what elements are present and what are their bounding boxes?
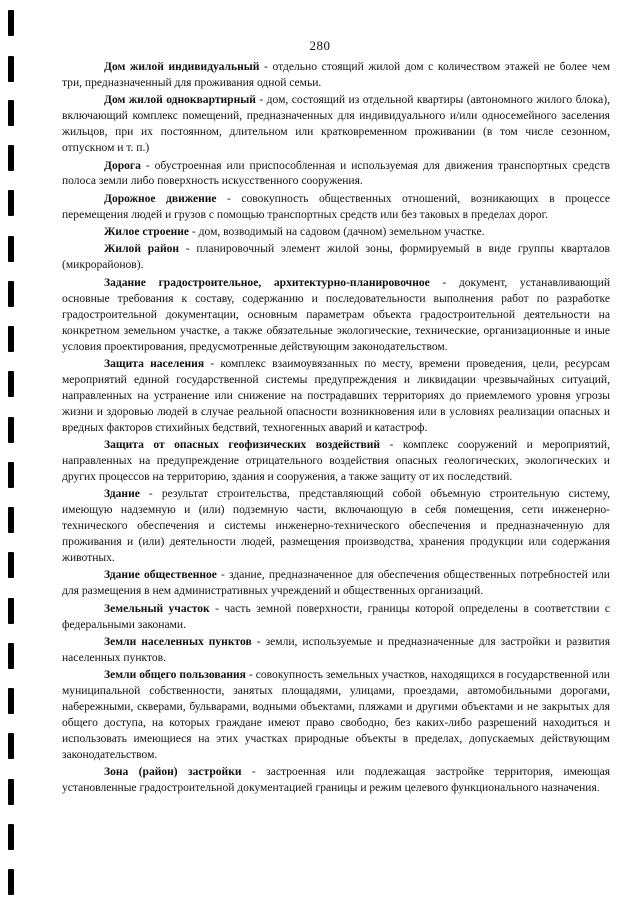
entry-term: Дорога xyxy=(104,159,141,172)
binding-mark xyxy=(8,145,14,171)
glossary-entry xyxy=(62,438,610,486)
glossary-text xyxy=(62,60,610,799)
glossary-entry xyxy=(62,668,610,764)
binding-mark xyxy=(8,56,14,82)
entry-definition: - результат строительства, представляющий собой объемную строительную систему, имеющую надземную и (или) подземную части, включающую в себя помещения, сети инженерно-технического обеспечения и системы инженерно-технического обеспечения и предназначенную для проживания и (или) деятельности людей, размещения производства, хранения продукции или содержания животных. xyxy=(62,488,610,565)
glossary-entry xyxy=(62,60,610,92)
page-number: 280 xyxy=(309,38,331,53)
binding-edge-marks xyxy=(0,0,22,905)
binding-mark xyxy=(8,507,14,533)
entry-term: Задание градостроительное, архитектурно-планировочное xyxy=(104,276,430,289)
entry-definition: - документ, устанавливающий основные требования к составу, содержанию и последовательности выполнения работ по разработке градостроительной документации, основным параметрам объекта градостроительной деятельности на конкретном земельном участке, а также обязательные экологические, технические, организационные и иные условия проектирования, предусмотренные действующим законодательством. xyxy=(62,276,610,353)
binding-mark xyxy=(8,552,14,578)
binding-mark xyxy=(8,779,14,805)
binding-mark xyxy=(8,688,14,714)
binding-mark xyxy=(8,281,14,307)
entry-definition: - комплекс взаимоувязанных по месту, времени проведения, цели, ресурсам мероприятий единой государственной системы предупреждения и ликвидации чрезвычайных ситуаций, направленных на устранение или снижение на пострадавших территориях до приемлемого уровня угрозы жизни и здоровью людей в случае реальной опасности возникновения или в условиях реализации опасных и вредных факторов стихийных бедствий, техногенных аварий и катастроф. xyxy=(62,357,610,434)
glossary-entry xyxy=(62,602,610,634)
entry-definition: - совокупность общественных отношений, возникающих в процессе перемещения людей и грузов с помощью транспортных средств или без таковых в пределах дорог. xyxy=(62,192,610,221)
binding-mark xyxy=(8,824,14,850)
glossary-entry xyxy=(62,159,610,191)
glossary-entry xyxy=(62,225,610,241)
entry-definition: - дом, возводимый на садовом (дачном) земельном участке. xyxy=(189,226,485,239)
binding-mark xyxy=(8,869,14,895)
entry-definition: - отдельно стоящий жилой дом с количеством этажей не более чем три, предназначенный для проживания одной семьи. xyxy=(62,61,611,89)
entry-term: Дорожное движение xyxy=(104,192,217,205)
entry-definition: - дом, состоящий из отдельной квартиры (автономного жилого блока), включающий комплекс помещений, предназначенных для индивидуального и/или односемейного заселения жильцов, при их постоянном, длительном или кратковременном проживании (в том числе сезонном, отпускном и т. п.) xyxy=(62,94,610,155)
entry-definition: - часть земной поверхности, границы которой определены в соответствии с федеральными законами. xyxy=(62,602,610,631)
binding-mark xyxy=(8,371,14,397)
entry-definition: - застроенная или подлежащая застройке территория, имеющая установленные градостроительной документацией границы и режим целевого функционального назначения. xyxy=(62,766,611,795)
entry-term: Жилое строение xyxy=(104,226,190,239)
entry-definition: - комплекс сооружений и мероприятий, направленных на предупреждение отрицательного воздействия опасных геологических, экологических и других процессов на территорию, здания и сооружения, а также защиту от их последствий. xyxy=(62,439,610,483)
glossary-entry xyxy=(62,487,610,567)
binding-mark xyxy=(8,10,14,36)
glossary-entry xyxy=(62,276,610,356)
glossary-entry xyxy=(62,635,610,667)
entry-definition: - здание, предназначенное для обеспечения общественных потребностей или для размещения в нем административных учреждений и общественных организаций. xyxy=(62,569,610,598)
entry-definition: - совокупность земельных участков, находящихся в государственной или муниципальной собственности, занятых площадями, улицами, проездами, автомобильными дорогами, набережными, скверами, бульварами, водными объектами, пляжами и другими объектами и не закрытых для общего доступа, на которых граждане имеют право свободно, без каких-либо разрешений находиться и использовать имеющиеся на этих участках природные объекты в пределах, допускаемых действующим законодательством. xyxy=(62,669,610,762)
entry-term: Здание общественное xyxy=(104,569,217,582)
entry-term: Земли общего пользования xyxy=(104,669,246,682)
entry-term: Дом жилой индивидуальный xyxy=(104,61,260,73)
binding-mark xyxy=(8,417,14,443)
binding-mark xyxy=(8,733,14,759)
binding-mark xyxy=(8,326,14,352)
glossary-entry xyxy=(62,93,610,157)
entry-term: Земли населенных пунктов xyxy=(104,636,252,649)
entry-term: Зона (район) застройки xyxy=(104,766,242,779)
binding-mark xyxy=(8,100,14,126)
entry-definition: - земли, используемые и предназначенные для застройки и развития населенных пунктов. xyxy=(62,636,611,664)
entry-definition: - обустроенная или приспособленная и используемая для движения транспортных средств полоса земли либо поверхность искусственного сооружения. xyxy=(62,159,610,188)
binding-mark xyxy=(8,598,14,624)
glossary-entry xyxy=(62,765,610,797)
entry-definition: - планировочный элемент жилой зоны, формируемый в виде группы кварталов (микрорайонов). xyxy=(62,243,610,272)
binding-mark xyxy=(8,190,14,216)
glossary-entry xyxy=(62,568,610,600)
entry-term: Дом жилой одноквартирный xyxy=(104,94,256,107)
entry-term: Защита населения xyxy=(104,357,205,370)
binding-mark xyxy=(8,643,14,669)
glossary-entry xyxy=(62,357,610,437)
entry-term: Здание xyxy=(104,488,140,501)
entry-term: Жилой район xyxy=(104,243,180,256)
entry-term: Земельный участок xyxy=(104,602,210,615)
binding-mark xyxy=(8,236,14,262)
glossary-entry xyxy=(62,192,610,224)
entry-term: Защита от опасных геофизических воздействий xyxy=(104,439,381,452)
binding-mark xyxy=(8,462,14,488)
glossary-entry xyxy=(62,242,610,274)
